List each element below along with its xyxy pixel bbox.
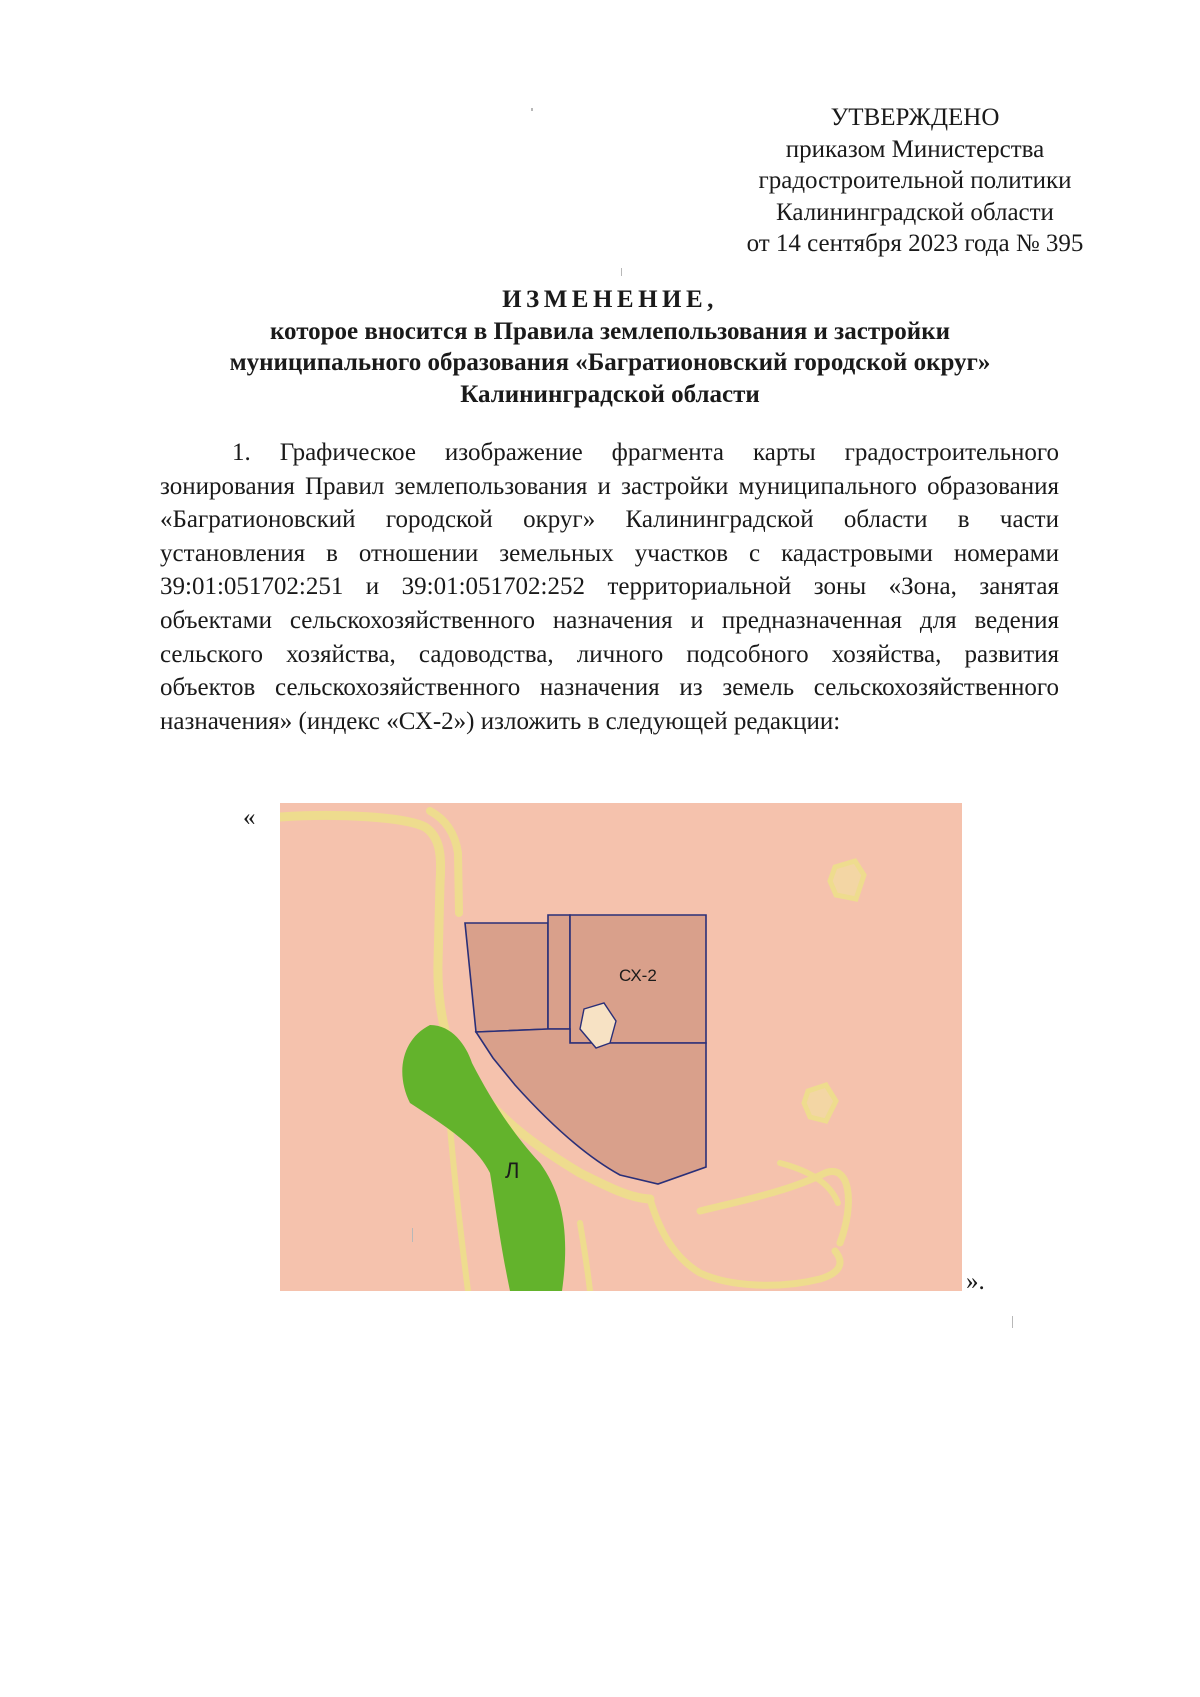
heading-word: ИЗМЕНЕНИЕ, (502, 286, 718, 313)
approval-stamp (680, 102, 1150, 260)
heading-line-3: Калининградской области (460, 380, 760, 408)
approval-line-2: градостроительной политики (758, 167, 1072, 194)
parcel-north-strip (548, 915, 570, 1029)
approval-line-3: Калининградской области (776, 198, 1054, 226)
zoning-map-svg (280, 803, 962, 1291)
zoning-map (280, 803, 962, 1291)
zone-agri-label: СХ-2 (619, 966, 657, 985)
scan-speck (621, 268, 622, 276)
scan-speck (1012, 1316, 1013, 1328)
heading-line-1: которое вносится в Правила землепользования и застройки (269, 317, 951, 345)
approval-line-4: от 14 сентября 2023 года № 395 (746, 230, 1084, 257)
quote-open: « (243, 804, 256, 831)
paragraph-1: 1. Графическое изображение фрагмента карты градостроительного зонирования Правил землепользования и застройки муниципального образования «Багратионовский городской округ» Калининградской области в части установления в отношении земельных участков с кадастровыми номерами 39:01:051702:251 и 39:01:051702:252 территориальной зоны «Зона, занятая объектами сельскохозяйственного назначения и предназначенная для ведения сельского хозяйства, садоводства, личного подсобного хозяйства, развития объектов сельскохозяйственного назначения из земель сельскохозяйственного назначения» (индекс «СХ-2») изложить в следующей редакции: (160, 439, 1059, 735)
scan-speck (412, 1228, 413, 1242)
document-heading (160, 284, 1060, 410)
quote-close: ». (966, 1268, 985, 1295)
parcel-west-upper (465, 923, 548, 1032)
pond-northeast (830, 861, 864, 899)
pond-east (804, 1085, 836, 1121)
approval-title: УТВЕРЖДЕНО (830, 104, 1000, 131)
heading-line-2: муниципального образования «Багратионовский городской округ» (229, 349, 991, 376)
scan-speck (531, 108, 533, 111)
approval-line-1: приказом Министерства (785, 135, 1045, 163)
zone-forest-label: Л (505, 1158, 520, 1183)
